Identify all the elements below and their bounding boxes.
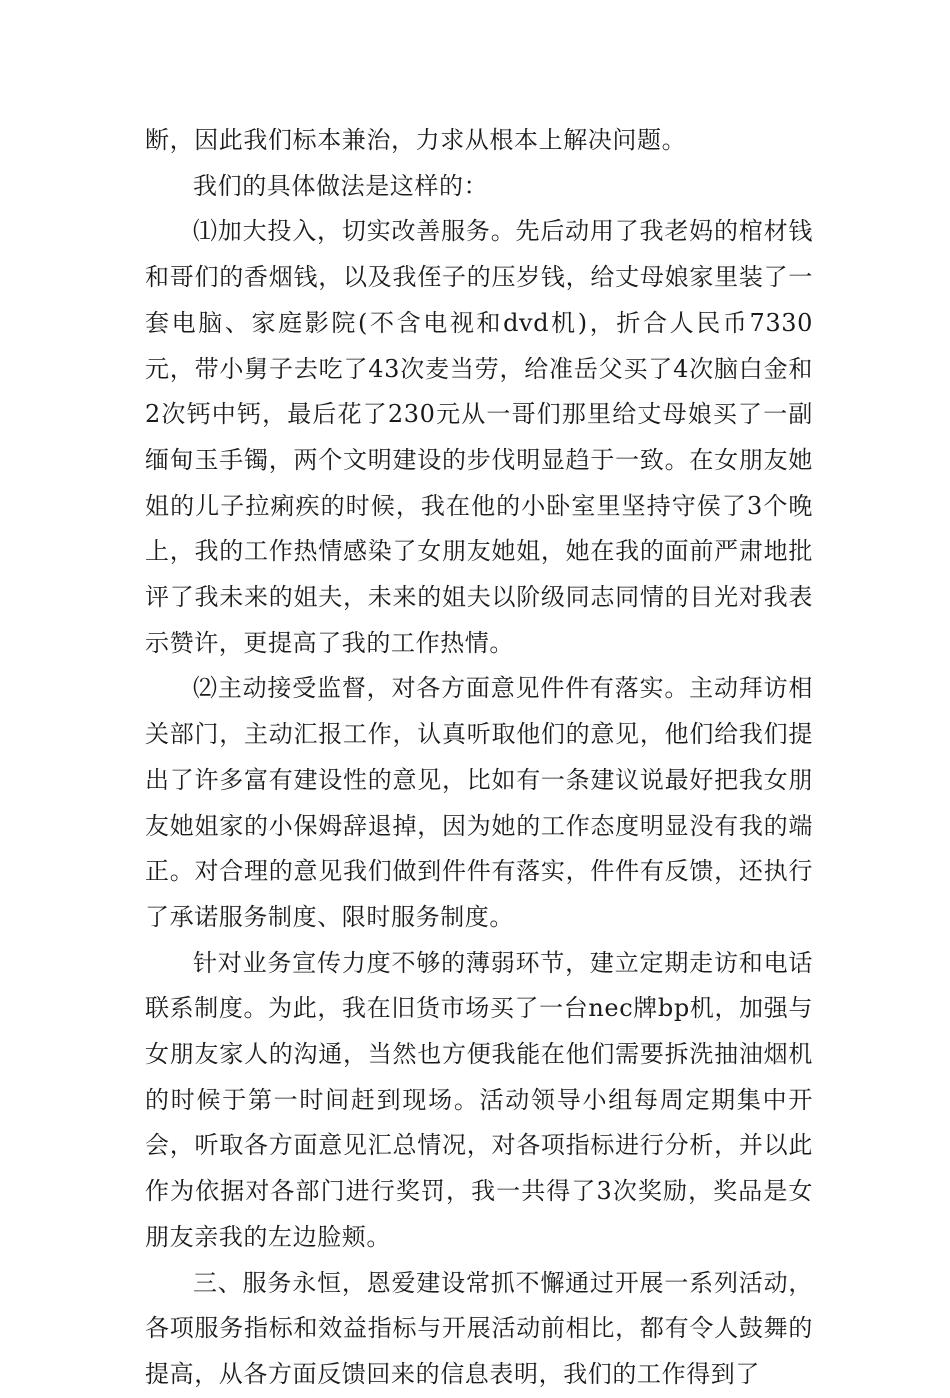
paragraph-method-intro: 我们的具体做法是这样的：	[193, 171, 489, 200]
paragraph-publicity: 针对业务宣传力度不够的薄弱环节，建立定期走访和电话联系制度。为此，我在旧货市场买了一台nec牌bp机，加强与女朋友家人的沟通，当然也方便我能在他们需要拆洗抽油烟机的时候于第一时间赶到现场。活动领导小组每周定期集中开会，听取各方面意见汇总情况，对各项指标进行分析，并以此作为依据对各部门进行奖罚，我一共得了3次奖励，奖品是女朋友亲我的左边脸颊。	[145, 948, 813, 1251]
document-body	[145, 118, 813, 1398]
paragraph-section-three: 三、服务永恒，恩爱建设常抓不懈通过开展一系列活动，各项服务指标和效益指标与开展活动前相比，都有令人鼓舞的提高，从各方面反馈回来的信息表明，我们的工作得到了	[145, 1268, 813, 1388]
paragraph-continuation: 断，因此我们标本兼治，力求从根本上解决问题。	[145, 126, 687, 154]
paragraph-item-2: ⑵主动接受监督，对各方面意见件件有落实。主动拜访相关部门，主动汇报工作，认真听取他们的意见，他们给我们提出了许多富有建设性的意见，比如有一条建议说最好把我女朋友她姐家的小保姆辞退掉，因为她的工作态度明显没有我的端正。对合理的意见我们做到件件有落实，件件有反馈，还执行了承诺服务制度、限时服务制度。	[145, 674, 813, 931]
paragraph-item-1: ⑴加大投入，切实改善服务。先后动用了我老妈的棺材钱和哥们的香烟钱，以及我侄子的压岁钱，给丈母娘家里装了一套电脑、家庭影院(不含电视和dvd机)，折合人民币7330元，带小舅子去吃了43次麦当劳，给准岳父买了4次脑白金和2次钙中钙，最后花了230元从一哥们那里给丈母娘买了一副缅甸玉手镯，两个文明建设的步伐明显趋于一致。在女朋友她姐的儿子拉痢疾的时候，我在他的小卧室里坚持守侯了3个晚上，我的工作热情感染了女朋友她姐，她在我的面前严肃地批评了我未来的姐夫，未来的姐夫以阶级同志同情的目光对我表示赞许，更提高了我的工作热情。	[145, 217, 813, 657]
